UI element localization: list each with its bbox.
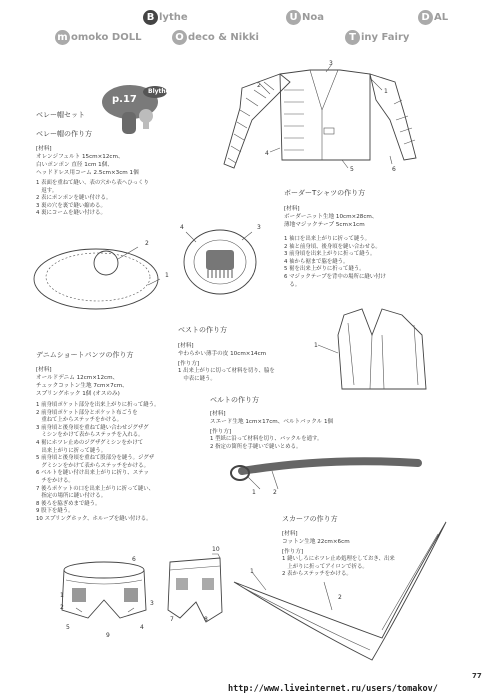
shirt-callout-2: 2 [257,82,261,89]
denim-title: デニムショートパンツの作り方 [36,351,134,359]
scarf-title: スカーフの作り方 [282,515,338,523]
shorts-callout-4: 4 [140,624,144,631]
tshirt-steps: 1 袖口を出来上がりに折って縫う。 2 袖と前身頃、後身頃を縫い合わせる。 3 前身頃を出来上がりに折って縫う。 4 袖から裾まで脇を縫う。 5 裾を出来上がりに折って縫う。 6 マジックテープを背中の場所に縫い付け る。 [284,236,386,288]
belt-illustration [228,455,428,500]
scarf-illustration [232,520,452,670]
beret-callout-2: 2 [145,240,149,247]
beret-title: ベレー帽の作り方 [36,130,92,138]
shorts-callout-9: 9 [106,632,110,639]
denim-steps: 1 前身頃ポケット部分を出来上がりに折って縫う。 2 前身頃ポケット部分とポケット布ごうを 重ねて上からステッチをかける。 3 前身頃と後身頃を重ねて縫い合わせジグザグ ミシンをかけて表からステッチを入れる。 4 裾にホツレ止めのジグザグミシンをかけて 出来上がりに折って縫う。 5 前身頃と後身頃を重ねて股部分を縫う。ジグザ グミシンをかけて表からステッチをかける。 6 ベルトを縫い付け出来上がりに折り、ステッ チをかける。 7 後ろポケットの口を出来上がりに折って縫い、 指定の場所に縫い付ける。 8 後ろを脇ぎめまで縫う。 9 股下を縫う。 10 スプリングホック、ホループを縫い付ける。 [36,402,160,522]
page-number: 77 [472,672,482,680]
scarf-materials: コットン生地 22cm×6cm [282,539,350,545]
vest-steps: 1 出来上がりに切って材料を切り、脇を 中表に縫う。 [178,368,275,382]
beret-steps: 1 表面を重ねて縫い、表の穴から表へひっくり 返す。 2 表にポンポンを縫い付ける。 3 裏の穴を裏で縫い縮める。 4 裏にコームを縫い付ける。 [36,180,149,217]
vest-callout-1: 1 [314,342,318,349]
scarf-callout-1: 1 [250,568,254,575]
brand-tiny-fairy: T iny Fairy [345,30,409,45]
scarf-materials-label: [材料] [282,531,298,537]
belt-steps: 1 型紙に沿って材料を切り、バックルを通す。 2 指定の箇所を手縫いで縫いとめる。 [210,436,323,450]
vest-materials: やわらかい薄手の皮 10cm×14cm [178,351,267,357]
shirt-callout-4: 4 [265,150,269,157]
shorts-callout-1: 1 [60,592,64,599]
shorts-callout-10: 10 [212,546,220,553]
denim-materials-label: [材料] [36,367,52,373]
brand-unoa: U Noa [286,10,324,25]
beret-callout-3: 3 [257,224,261,231]
tshirt-materials: ボーダーニット生地 10cm×28cm、 薄地マジックテープ 5cm×1cm [284,214,378,228]
shirt-callout-5: 5 [350,166,354,173]
scarf-callout-2: 2 [338,594,342,601]
brand-momoko: m omoko DOLL [55,30,141,45]
vest-steps-label: [作り方] [178,361,200,367]
vest-title: ベストの作り方 [178,326,227,334]
beret-callout-4: 4 [180,224,184,231]
shorts-callout-7: 7 [170,616,174,623]
belt-materials: スエード生地 1cm×17cm、ベルトバックル 1個 [210,419,334,425]
shorts-callout-6: 6 [132,556,136,563]
beret-underside-illustration [180,222,270,302]
denim-materials: オールドデニム 12cm×12cm、 チェックコットン生地 7cm×7cm、 スプリングホック 1個 (オスのみ) [36,375,128,397]
brand-dal: D AL [418,10,448,25]
belt-steps-label: [作り方] [210,429,232,435]
brand-blythe: B lythe [143,10,188,25]
shirt-callout-6: 6 [392,166,396,173]
badge-page: p.17 [112,94,137,105]
set-title: ベレー帽セット [36,111,85,119]
shirt-illustration [220,60,420,180]
tshirt-title: ボーダーTシャツの作り方 [284,189,366,197]
shorts-callout-8: 8 [204,616,208,623]
beret-materials: オレンジフェルト 15cm×12cm、 白いポンポン 直径 1cm 1個、 ヘッドドレス用コーム 2.5cm×3cm 1個 [36,154,139,176]
shirt-callout-1: 1 [384,88,388,95]
shorts-callout-3: 3 [150,600,154,607]
scarf-steps-label: [作り方] [282,549,304,555]
beret-materials-label: [材料] [36,146,52,152]
vest-materials-label: [材料] [178,343,194,349]
brand-odeco: O deco & Nikki [172,30,259,45]
belt-callout-1: 1 [252,489,256,496]
badge-label: Blythe [148,88,170,95]
scarf-steps: 1 縫いしろにホツレ止め処理をしておき、出来 上がりに折ってアイロンで折る。 2 表からステッチをかける。 [282,556,395,578]
belt-title: ベルトの作り方 [210,396,259,404]
beret-top-illustration [28,235,168,315]
shirt-callout-3: 3 [329,60,333,67]
belt-materials-label: [材料] [210,411,226,417]
watermark: http://www.liveinternet.ru/users/tomakov/ [228,684,438,694]
beret-callout-1: 1 [165,272,169,279]
shorts-callout-5: 5 [66,624,70,631]
shorts-callout-2: 2 [60,604,64,611]
tshirt-materials-label: [材料] [284,206,300,212]
belt-callout-2: 2 [273,489,277,496]
vest-illustration [310,305,440,395]
